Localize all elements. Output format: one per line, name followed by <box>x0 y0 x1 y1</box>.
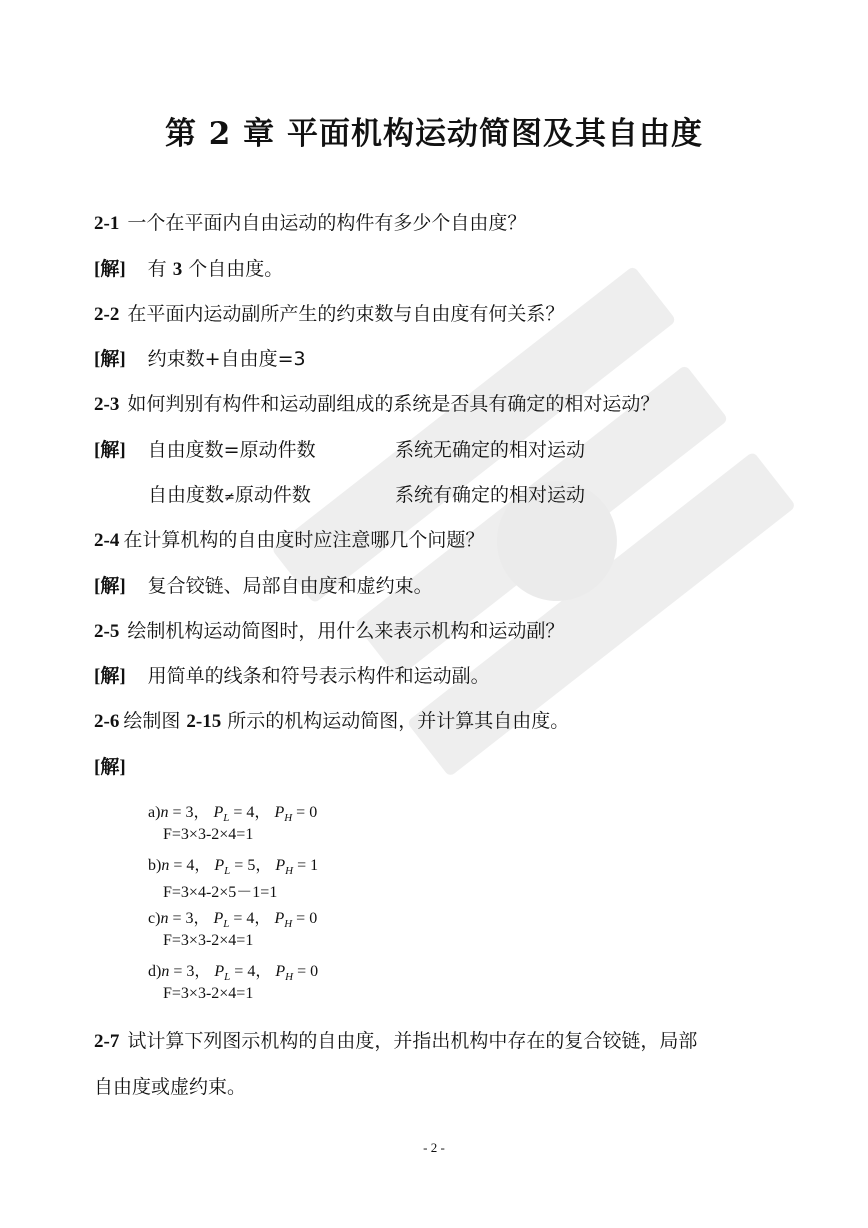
answer-tag: [解] <box>94 757 126 778</box>
chapter-title: 第 2 章 平面机构运动简图及其自由度 <box>165 116 703 152</box>
answer-text: 复合铰链、局部自由度和虚约束。 <box>147 575 433 597</box>
formula-label: c) <box>148 910 161 927</box>
formula-label: a) <box>148 804 161 821</box>
question-2-1 <box>94 208 526 235</box>
answer-2-3-row1 <box>94 435 316 462</box>
formula-ph: 0 <box>309 804 318 821</box>
formula-b-params: b)n = 4， $P_L = 5$， $P_H = 1$ <box>148 857 319 878</box>
question-number: 2-7 <box>94 1031 120 1052</box>
answer-text: 有 <box>147 258 173 280</box>
question-number: 2-6 <box>94 711 120 732</box>
question-number: 2-3 <box>94 394 120 415</box>
answer-text: 原动件数 <box>234 484 311 506</box>
formula-label: d) <box>148 963 162 980</box>
question-text: 一个在平面内自由运动的构件有多少个自由度？ <box>127 212 527 234</box>
answer-2-3-row2 <box>148 480 311 507</box>
question-text: 在平面内运动副所产生的约束数与自由度有何关系？ <box>127 303 565 325</box>
answer-number: 3 <box>172 259 183 280</box>
answer-2-1 <box>94 254 283 281</box>
question-text: 所示的机构运动简图，并计算其自由度。 <box>221 710 570 732</box>
answer-text: 自由度数=原动件数 <box>147 439 316 461</box>
question-number: 2-1 <box>94 213 120 234</box>
page-number: - 2 - <box>423 1140 445 1155</box>
question-text: 试计算下列图示机构的自由度，并指出机构中存在的复合铰链，局部 <box>127 1030 698 1052</box>
formula-pl: 4 <box>246 804 255 821</box>
answer-2-5 <box>94 661 490 688</box>
answer-tag: [解] <box>94 576 126 597</box>
question-text: 如何判别有构件和运动副组成的系统是否具有确定的相对运动？ <box>127 393 660 415</box>
formula-ph: 0 <box>310 963 319 980</box>
answer-2-3-row1-result: 系统无确定的相对运动 <box>395 439 586 461</box>
answer-2-6 <box>94 752 148 779</box>
formula-n: 3 <box>186 963 195 980</box>
question-2-5 <box>94 616 564 643</box>
answer-2-3-row2-result: 系统有确定的相对运动 <box>395 484 586 506</box>
question-2-3 <box>94 389 659 416</box>
formula-c-params: c)n = 3， $P_L = 4$， $P_H = 0$ <box>148 910 318 931</box>
formula-n: 3 <box>185 910 194 927</box>
answer-2-2 <box>94 344 306 371</box>
answer-tag: [解] <box>94 440 126 461</box>
question-2-4 <box>94 525 484 552</box>
question-2-6 <box>94 706 569 733</box>
answer-text: 用简单的线条和符号表示构件和运动副。 <box>147 665 490 687</box>
formula-c-calc: F=3×3-2×4=1 <box>163 932 254 949</box>
formula-n: 3 <box>185 804 194 821</box>
question-text: 在计算机构的自由度时应注意哪几个问题？ <box>123 529 485 551</box>
question-2-7-continued: 自由度或虚约束。 <box>94 1076 247 1098</box>
formula-a-calc: F=3×3-2×4=1 <box>163 826 254 843</box>
question-text: 绘制机构运动简图时，用什么来表示机构和运动副？ <box>127 620 565 642</box>
question-number: 2-5 <box>94 621 120 642</box>
answer-text: 约束数+自由度=3 <box>147 348 306 370</box>
formula-pl: 4 <box>247 963 256 980</box>
question-text: 绘制图 <box>123 710 187 732</box>
answer-tag: [解] <box>94 259 126 280</box>
not-equal-symbol: ≠ <box>224 490 235 505</box>
formula-pl: 5 <box>247 857 256 874</box>
formula-d-calc: F=3×3-2×4=1 <box>163 985 254 1002</box>
answer-text: 自由度数 <box>148 484 225 506</box>
figure-reference: 2-15 <box>186 711 222 732</box>
formula-d-params: d)n = 3， $P_L = 4$， $P_H = 0$ <box>148 963 319 984</box>
answer-2-4 <box>94 571 433 598</box>
answer-tag: [解] <box>94 349 126 370</box>
question-2-7 <box>94 1026 697 1053</box>
formula-ph: 1 <box>310 857 319 874</box>
question-number: 2-2 <box>94 304 120 325</box>
formula-a-params: a)n = 3， $P_L = 4$， $P_H = 0$ <box>148 804 318 825</box>
question-2-2 <box>94 299 564 326</box>
formula-b-calc: F=3×4-2×5－1=1 <box>163 884 278 901</box>
answer-tag: [解] <box>94 666 126 687</box>
formula-ph: 0 <box>309 910 318 927</box>
formula-label: b) <box>148 857 162 874</box>
formula-n: 4 <box>186 857 195 874</box>
formula-pl: 4 <box>246 910 255 927</box>
answer-text: 个自由度。 <box>182 258 284 280</box>
question-number: 2-4 <box>94 530 120 551</box>
